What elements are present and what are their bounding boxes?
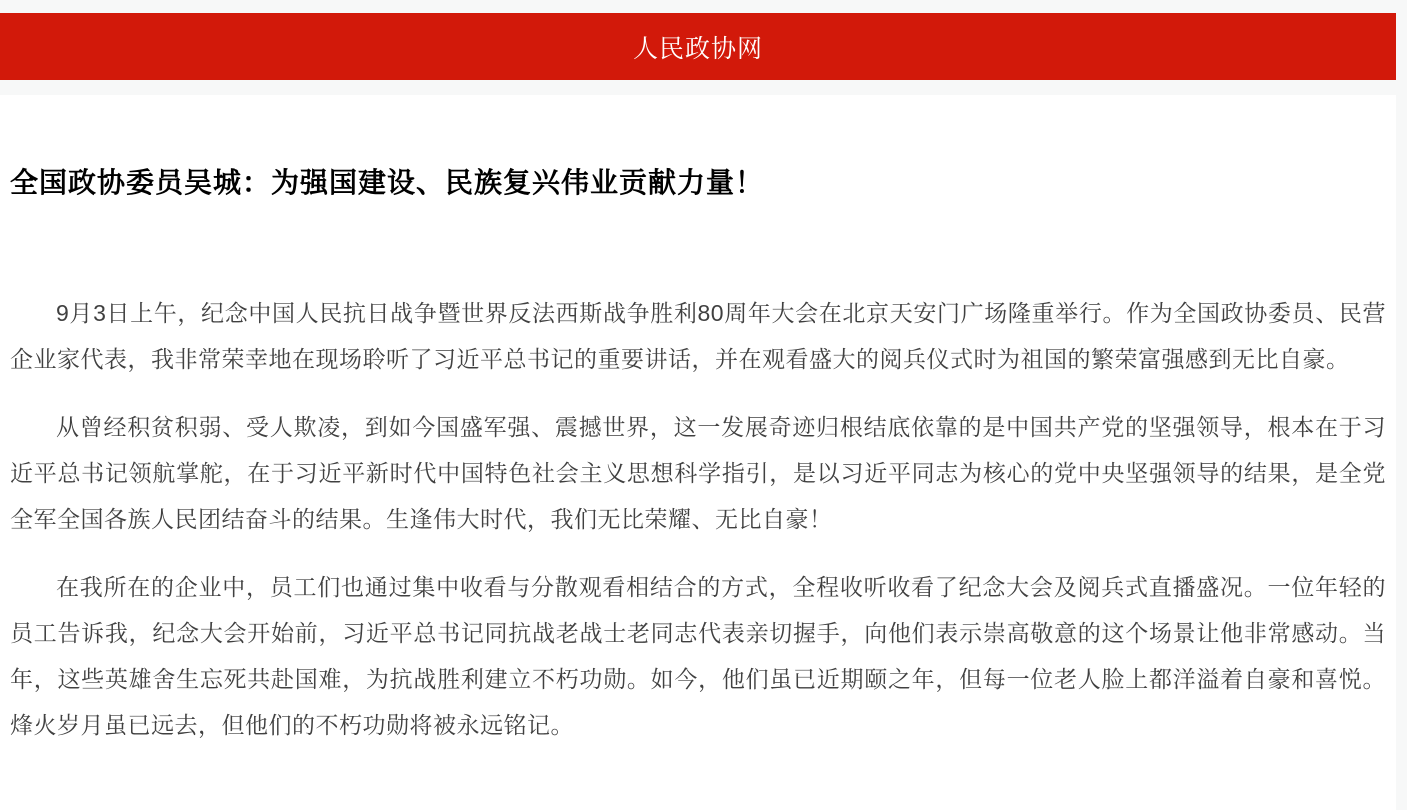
page-wrapper xyxy=(0,13,1396,810)
article-title: 全国政协委员吴城：为强国建设、民族复兴伟业贡献力量！ xyxy=(10,167,765,198)
site-name-link[interactable]: 人民政协网 xyxy=(632,34,763,63)
article-paragraph: 9月3日上午，纪念中国人民抗日战争暨世界反法西斯战争胜利80周年大会在北京天安门广场隆重举行。作为全国政协委员、民营企业家代表，我非常荣幸地在现场聆听了习近平总书记的重要讲话，并在观看盛大的阅兵仪式时为祖国的繁荣富强感到无比自豪。 xyxy=(10,300,1386,372)
article-container xyxy=(0,95,1396,810)
article-body xyxy=(10,290,1386,748)
article-paragraph: 从曾经积贫积弱、受人欺凌，到如今国盛军强、震撼世界，这一发展奇迹归根结底依靠的是中国共产党的坚强领导，根本在于习近平总书记领航掌舵，在于习近平新时代中国特色社会主义思想科学指引，是以习近平同志为核心的党中央坚强领导的结果，是全党全军全国各族人民团结奋斗的结果。生逢伟大时代，我们无比荣耀、无比自豪！ xyxy=(10,414,1386,532)
site-header-banner xyxy=(0,13,1396,80)
article-paragraph: 在我所在的企业中，员工们也通过集中收看与分散观看相结合的方式，全程收听收看了纪念大会及阅兵式直播盛况。一位年轻的员工告诉我，纪念大会开始前，习近平总书记同抗战老战士老同志代表亲切握手，向他们表示崇高敬意的这个场景让他非常感动。当年，这些英雄舍生忘死共赴国难，为抗战胜利建立不朽功勋。如今，他们虽已近期颐之年，但每一位老人脸上都洋溢着自豪和喜悦。烽火岁月虽已远去，但他们的不朽功勋将被永远铭记。 xyxy=(10,574,1386,738)
